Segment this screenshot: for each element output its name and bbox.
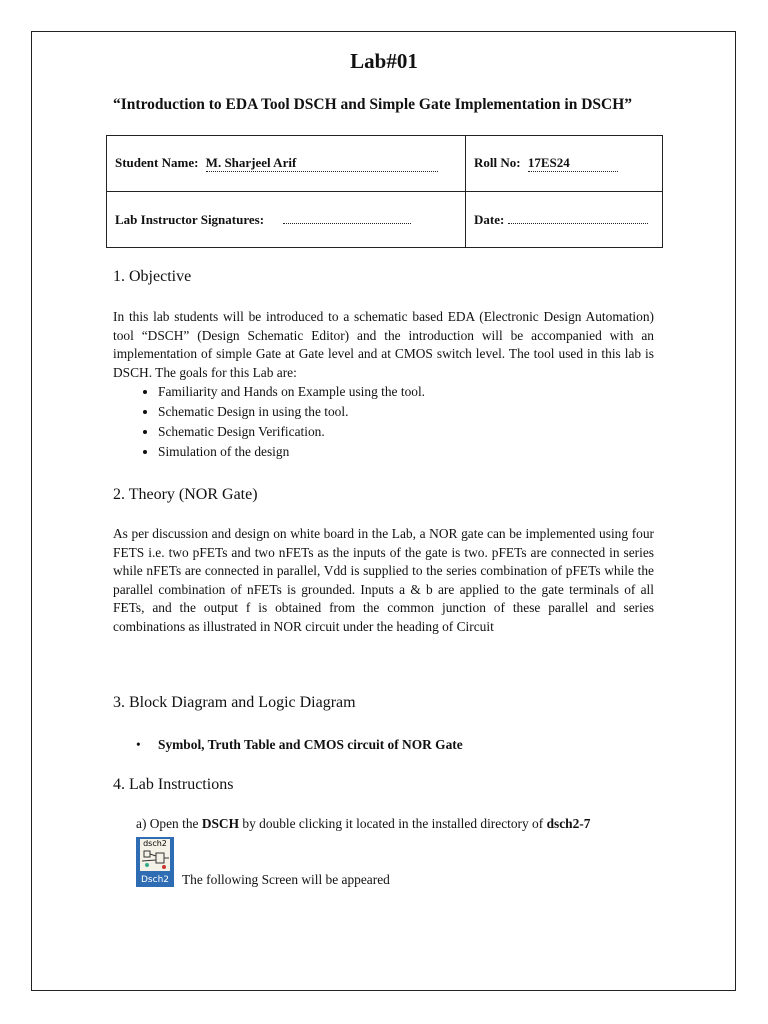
list-item: • Schematic Design in using the tool.	[158, 402, 425, 422]
instruction-step-a	[136, 816, 590, 832]
step-a-middle: by double clicking it located in the installed directory of	[239, 816, 547, 831]
dsch2-icon-canvas	[140, 839, 170, 871]
instructor-signature-cell	[107, 192, 466, 248]
objective-heading: 1. Objective	[113, 268, 192, 285]
following-screen-text: The following Screen will be appeared	[182, 872, 390, 887]
date-line	[508, 211, 648, 224]
objective-paragraph: In this lab students will be introduced to a schematic based EDA (Electronic Design Automation) tool “DSCH” (Design Schematic Editor) and the introduction will be accompanied with an implementation of simple Gate at Gate level and at CMOS switch level. The tool used in this lab is DSCH. The goals for this Lab are:	[113, 309, 654, 380]
student-info-table	[106, 135, 663, 248]
block-diagram-bullet-text: Symbol, Truth Table and CMOS circuit of NOR Gate	[158, 737, 463, 752]
roll-no-label: Roll No:	[474, 155, 521, 170]
student-name-cell	[107, 136, 466, 192]
dsch2-icon-top-label: dsch2	[143, 839, 167, 848]
goals-list	[113, 382, 425, 462]
signature-line	[283, 211, 411, 224]
schematic-gate-icon	[140, 839, 170, 871]
table-row	[107, 192, 663, 248]
lab-title: Lab#01	[350, 49, 418, 73]
date-cell	[466, 192, 663, 248]
table-row	[107, 136, 663, 192]
block-diagram-heading: 3. Block Diagram and Logic Diagram	[113, 694, 356, 711]
student-name-value: M. Sharjeel Arif	[206, 155, 438, 172]
dsch2-icon-caption: Dsch2	[141, 875, 169, 885]
list-item: • Familiarity and Hands on Example using the tool.	[158, 382, 425, 402]
block-diagram-bullet	[136, 737, 463, 753]
list-item: • Simulation of the design	[158, 442, 425, 462]
theory-paragraph: As per discussion and design on white board in the Lab, a NOR gate can be implemented using four FETS i.e. two pFETs and two nFETs as the inputs of the gate is two. pFETs are connected in series while nFETs are connected in parallel, Vdd is supplied to the series combination of pFETs while the parallel combination of nFETs is grounded. Inputs a & b are applied to the gate terminals of all FETs, and the output f is obtained from the common junction of these parallel and series combinations as illustrated in NOR circuit under the heading of Circuit	[113, 526, 654, 634]
lab-subtitle: “Introduction to EDA Tool DSCH and Simple Gate Implementation in DSCH”	[113, 96, 633, 113]
roll-no-value: 17ES24	[528, 155, 618, 172]
dsch2-app-icon[interactable]	[136, 837, 174, 887]
list-item: • Schematic Design Verification.	[158, 422, 425, 442]
step-a-directory: dsch2-7	[546, 816, 591, 831]
student-name-label: Student Name:	[115, 155, 199, 170]
roll-no-cell	[466, 136, 663, 192]
instructor-signature-label: Lab Instructor Signatures:	[115, 212, 265, 227]
step-a-app-name: DSCH	[201, 816, 240, 831]
bullet-dot: •	[136, 737, 141, 752]
theory-heading: 2. Theory (NOR Gate)	[113, 486, 258, 503]
step-a-prefix: a) Open the	[136, 816, 202, 831]
date-label: Date:	[474, 212, 505, 227]
lab-instructions-heading: 4. Lab Instructions	[113, 776, 234, 793]
